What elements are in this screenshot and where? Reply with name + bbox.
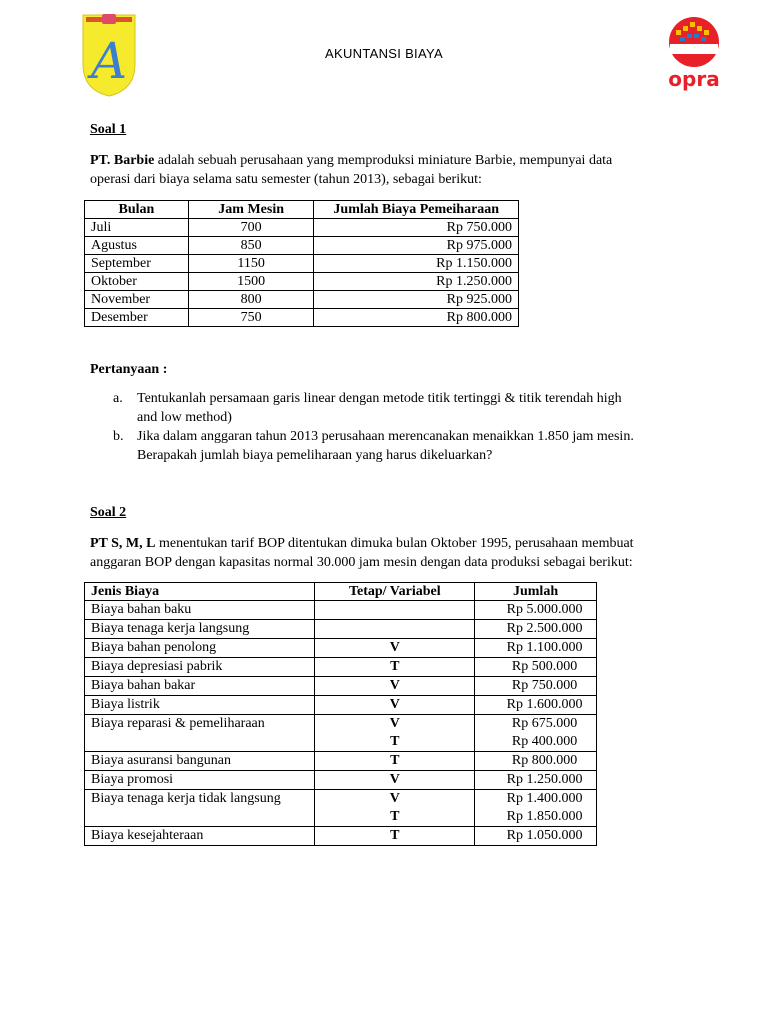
cell-jumlah — [475, 696, 597, 715]
cell-tetap-variabel — [315, 752, 475, 771]
cell-tetap-variabel — [315, 827, 475, 846]
tv-value: T — [390, 753, 400, 768]
table-header-row — [85, 583, 597, 601]
soal2-intro — [90, 534, 730, 572]
bop-cost-table — [84, 582, 597, 846]
cell-jenis-biaya: Biaya depresiasi pabrik — [85, 658, 315, 677]
tv-value — [321, 620, 468, 638]
soal2-intro-line2: anggaran BOP dengan kapasitas normal 30.000 jam mesin dengan data produksi sebagai berikut: — [90, 555, 633, 570]
jumlah-value: Rp 1.100.000 — [506, 640, 583, 655]
cell-bulan: November — [85, 291, 189, 309]
table-row — [85, 827, 597, 846]
cell-biaya: Rp 925.000 — [314, 291, 519, 309]
table-row — [85, 658, 597, 677]
logo-text: opra — [668, 67, 720, 91]
cell-bulan: Desember — [85, 309, 189, 327]
table-row — [85, 219, 519, 237]
cell-tetap-variabel — [315, 715, 475, 752]
question-marker: a. — [113, 391, 123, 406]
question-text-line2: and low method) — [137, 410, 232, 425]
soal1-company: PT. Barbie — [90, 153, 155, 168]
cell-jenis-biaya: Biaya bahan bakar — [85, 677, 315, 696]
col-header-jumlah: Jumlah — [475, 583, 597, 601]
jumlah-value: Rp 2.500.000 — [506, 621, 583, 636]
tv-value: V — [389, 791, 400, 806]
cell-tetap-variabel — [315, 639, 475, 658]
table-row — [85, 309, 519, 327]
cell-bulan: Juli — [85, 219, 189, 237]
tv-value: V — [389, 678, 400, 693]
cell-jenis-biaya: Biaya reparasi & pemeliharaan — [85, 715, 315, 752]
cell-tetap-variabel — [315, 620, 475, 639]
cell-biaya: Rp 1.150.000 — [314, 255, 519, 273]
jumlah-value: Rp 1.250.000 — [506, 772, 583, 787]
cell-jam-mesin: 1150 — [188, 255, 314, 273]
cell-jenis-biaya: Biaya tenaga kerja langsung — [85, 620, 315, 639]
cell-jam-mesin: 700 — [188, 219, 314, 237]
tv-value: T — [390, 828, 400, 843]
question-list — [90, 389, 700, 465]
cell-bulan: Oktober — [85, 273, 189, 291]
tv-value: V — [389, 772, 400, 787]
cell-jenis-biaya: Biaya bahan penolong — [85, 639, 315, 658]
cell-tetap-variabel — [315, 696, 475, 715]
cell-tetap-variabel — [315, 677, 475, 696]
question-item — [90, 389, 700, 427]
question-item — [90, 427, 700, 465]
cell-jumlah — [475, 771, 597, 790]
tv-value: V — [389, 716, 400, 731]
jumlah-value: Rp 750.000 — [511, 678, 578, 693]
cell-biaya: Rp 975.000 — [314, 237, 519, 255]
cell-jumlah — [475, 601, 597, 620]
col-header-jenis-biaya: Jenis Biaya — [85, 583, 315, 601]
tv-value: V — [389, 640, 400, 655]
table-row — [85, 752, 597, 771]
soal1-intro-line2: operasi dari biaya selama satu semester (tahun 2013), sebagai berikut: — [90, 172, 482, 187]
table-row — [85, 715, 597, 752]
jumlah-value: Rp 5.000.000 — [506, 602, 583, 617]
table-header-row — [85, 201, 519, 219]
cell-jenis-biaya: Biaya promosi — [85, 771, 315, 790]
page-title: AKUNTANSI BIAYA — [325, 46, 443, 61]
jumlah-value: Rp 500.000 — [511, 659, 578, 674]
tv-value — [321, 601, 468, 619]
col-header-tetap-variabel: Tetap/ Variabel — [315, 583, 475, 601]
jumlah-value: Rp 1.600.000 — [506, 697, 583, 712]
cell-tetap-variabel — [315, 658, 475, 677]
table-row — [85, 771, 597, 790]
cell-jenis-biaya: Biaya kesejahteraan — [85, 827, 315, 846]
table-row — [85, 790, 597, 827]
jumlah-value: Rp 675.000 — [511, 716, 578, 731]
soal1-intro-text: adalah sebuah perusahaan yang memproduksi miniature Barbie, mempunyai data — [154, 153, 613, 168]
cell-biaya: Rp 800.000 — [314, 309, 519, 327]
cell-jumlah — [475, 658, 597, 677]
cell-jenis-biaya: Biaya tenaga kerja tidak langsung — [85, 790, 315, 827]
cell-tetap-variabel — [315, 771, 475, 790]
table-row — [85, 620, 597, 639]
question-marker: b. — [113, 429, 124, 444]
question-text-line1: Tentukanlah persamaan garis linear dengan metode titik tertinggi & titik terendah high — [137, 391, 622, 406]
soal1-heading: Soal 1 — [90, 122, 127, 137]
logo-letter: A — [90, 32, 128, 90]
table-row — [85, 696, 597, 715]
tv-value: T — [390, 659, 400, 674]
cell-bulan: Agustus — [85, 237, 189, 255]
soal2-company: PT S, M, L — [90, 536, 156, 551]
cell-biaya: Rp 1.250.000 — [314, 273, 519, 291]
cell-tetap-variabel — [315, 790, 475, 827]
jumlah-value: Rp 1.400.000 — [506, 791, 583, 806]
table-row — [85, 291, 519, 309]
question-text-line1: Jika dalam anggaran tahun 2013 perusahaan merencanakan menaikkan 1.850 jam mesin. — [137, 429, 634, 444]
cell-jumlah — [475, 827, 597, 846]
table-row — [85, 273, 519, 291]
question-text-line2: Berapakah jumlah biaya pemeliharaan yang harus dikeluarkan? — [137, 448, 493, 463]
cell-jumlah — [475, 620, 597, 639]
maintenance-cost-table — [84, 200, 519, 327]
cell-jumlah — [475, 639, 597, 658]
cell-jumlah — [475, 677, 597, 696]
tv-value: T — [390, 734, 400, 749]
tv-value: V — [389, 697, 400, 712]
jumlah-value: Rp 400.000 — [511, 734, 578, 749]
cell-jam-mesin: 750 — [188, 309, 314, 327]
table-row — [85, 601, 597, 620]
cell-bulan: September — [85, 255, 189, 273]
cell-jumlah — [475, 715, 597, 752]
jumlah-value: Rp 1.850.000 — [506, 809, 583, 824]
cell-jumlah — [475, 790, 597, 827]
soal2-intro-text: menentukan tarif BOP ditentukan dimuka bulan Oktober 1995, perusahaan membuat — [155, 536, 634, 551]
cell-jam-mesin: 800 — [188, 291, 314, 309]
table-row — [85, 677, 597, 696]
cell-biaya: Rp 750.000 — [314, 219, 519, 237]
cell-jenis-biaya: Biaya bahan baku — [85, 601, 315, 620]
soal2-heading: Soal 2 — [90, 505, 127, 520]
col-header-jam-mesin: Jam Mesin — [188, 201, 314, 219]
pertanyaan-label: Pertanyaan : — [90, 362, 168, 377]
jumlah-value: Rp 1.050.000 — [506, 828, 583, 843]
table-row — [85, 639, 597, 658]
soal1-intro — [90, 151, 690, 189]
table-row — [85, 255, 519, 273]
cell-jenis-biaya: Biaya asuransi bangunan — [85, 752, 315, 771]
cell-jam-mesin: 850 — [188, 237, 314, 255]
col-header-biaya: Jumlah Biaya Pemeiharaan — [314, 201, 519, 219]
cell-jam-mesin: 1500 — [188, 273, 314, 291]
tv-value: T — [390, 809, 400, 824]
cell-jumlah — [475, 752, 597, 771]
cell-jenis-biaya: Biaya listrik — [85, 696, 315, 715]
jumlah-value: Rp 800.000 — [511, 753, 578, 768]
cell-tetap-variabel — [315, 601, 475, 620]
col-header-bulan: Bulan — [85, 201, 189, 219]
table-row — [85, 237, 519, 255]
